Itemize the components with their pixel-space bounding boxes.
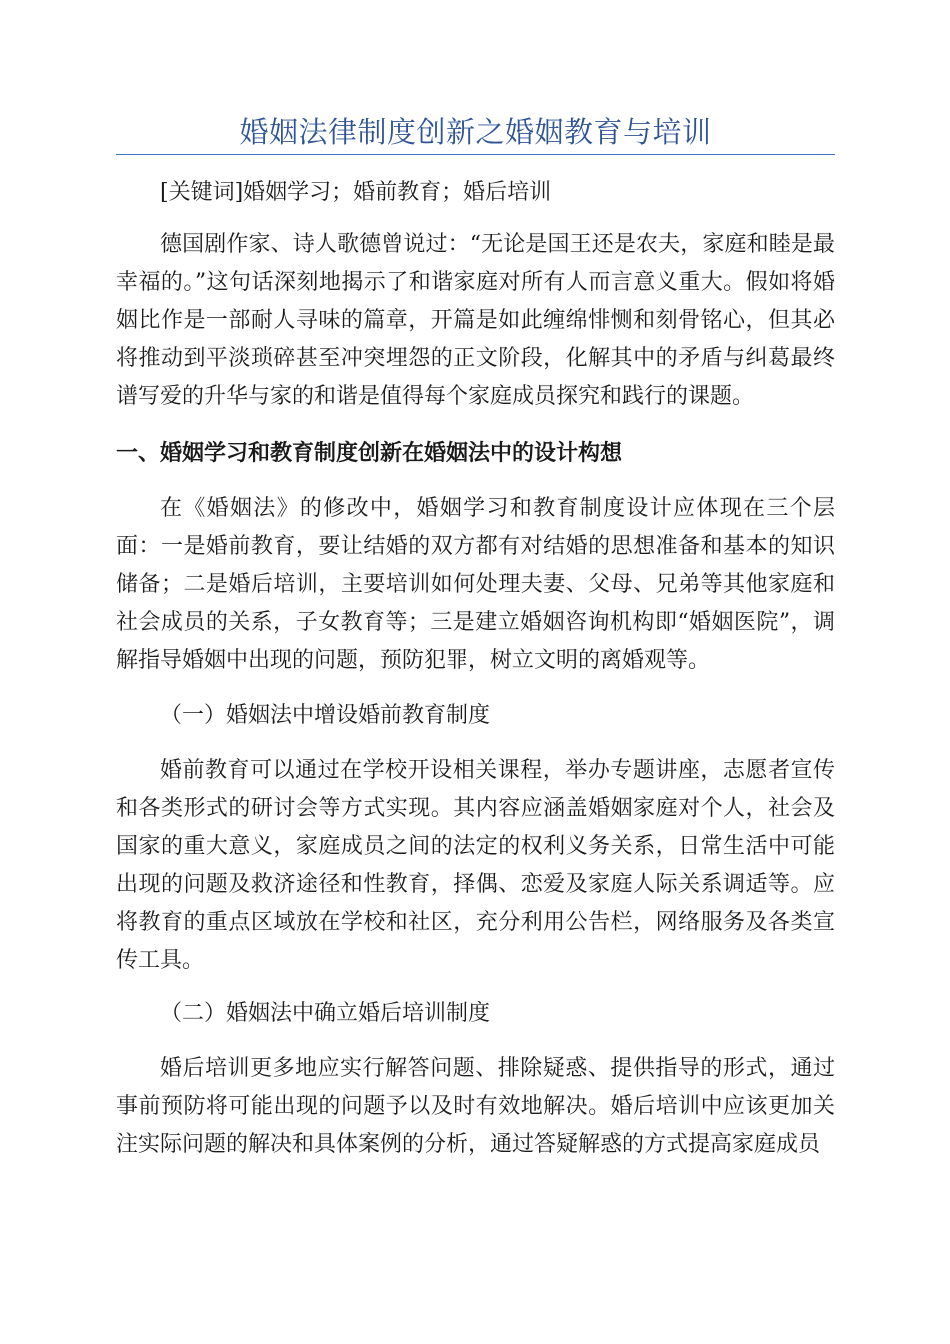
title-underline-rule — [116, 154, 835, 155]
subsection-2-heading: （二）婚姻法中确立婚后培训制度 — [160, 1001, 491, 1026]
intro-paragraph: 德国剧作家、诗人歌德曾说过：“无论是国王还是农夫，家庭和睦是最幸福的。”这句话深刻地揭示了和谐家庭对所有人而言意义重大。假如将婚姻比作是一部耐人寻味的篇章，开篇是如此缠绵悱恻和刻骨铭心，但其必将推动到平淡琐碎甚至冲突埋怨的正文阶段，化解其中的矛盾与纠葛最终谱写爱的升华与家的和谐是值得每个家庭成员探究和践行的课题。 — [116, 232, 835, 409]
subsection-1-paragraph: 婚前教育可以通过在学校开设相关课程，举办专题讲座，志愿者宣传和各类形式的研讨会等方式实现。其内容应涵盖婚姻家庭对个人，社会及国家的重大意义，家庭成员之间的法定的权利义务关系，日常生活中可能出现的问题及救济途径和性教育，择偶、恋爱及家庭人际关系调适等。应将教育的重点区域放在学校和社区，充分利用公告栏，网络服务及各类宣传工具。 — [116, 758, 835, 973]
section-1-heading: 一、婚姻学习和教育制度创新在婚姻法中的设计构想 — [116, 440, 623, 466]
subsection-1-heading: （一）婚姻法中增设婚前教育制度 — [160, 703, 491, 728]
section-1-paragraph: 在《婚姻法》的修改中，婚姻学习和教育制度设计应体现在三个层面：一是婚前教育，要让结婚的双方都有对结婚的思想准备和基本的知识储备；二是婚后培训，主要培训如何处理夫妻、父母、兄弟等其他家庭和社会成员的关系，子女教育等；三是建立婚姻咨询机构即“婚姻医院”，调解指导婚姻中出现的问题，预防犯罪，树立文明的离婚观等。 — [116, 496, 835, 673]
document-title: 婚姻法律制度创新之婚姻教育与培训 — [239, 115, 712, 149]
keywords-line: [关键词]婚姻学习；婚前教育；婚后培训 — [160, 180, 552, 205]
subsection-2-paragraph: 婚后培训更多地应实行解答问题、排除疑惑、提供指导的形式，通过事前预防将可能出现的问题予以及时有效地解决。婚后培训中应该更加关注实际问题的解决和具体案例的分析，通过答疑解惑的方式提高家庭成员 — [116, 1056, 835, 1157]
